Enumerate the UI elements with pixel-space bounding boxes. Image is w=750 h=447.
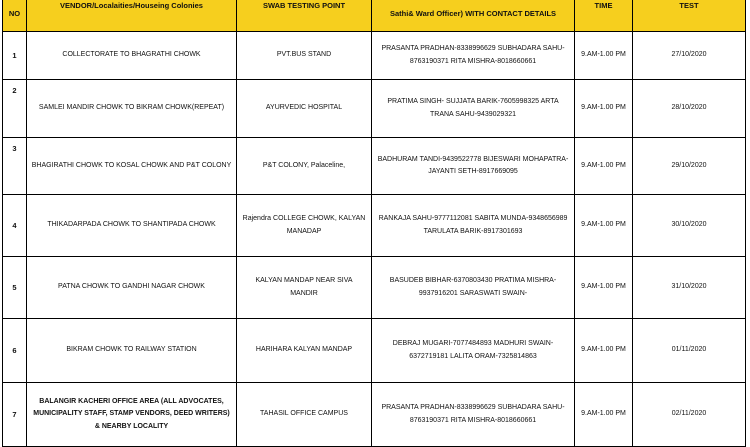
row-number: 4: [3, 195, 27, 257]
time-cell: 9.AM-1.00 PM: [575, 319, 633, 383]
vendor-cell: BALANGIR KACHERI OFFICE AREA (ALL ADVOCATES, MUNICIPALITY STAFF, STAMP VENDORS, DEED WRITERS) & NEARBY LOCALITY: [27, 383, 237, 447]
swab-point-cell: TAHASIL OFFICE CAMPUS: [237, 383, 372, 447]
date-cell: 01/11/2020: [633, 319, 746, 383]
time-cell: 9.AM-1.00 PM: [575, 80, 633, 138]
header-time: TIME: [575, 0, 633, 32]
time-cell: 9.AM-1.00 PM: [575, 195, 633, 257]
swab-point-cell: AYURVEDIC HOSPITAL: [237, 80, 372, 138]
table-row: [3, 138, 746, 195]
swab-schedule-table: [2, 0, 746, 447]
vendor-cell: PATNA CHOWK TO GANDHI NAGAR CHOWK: [27, 257, 237, 319]
row-number: 6: [3, 319, 27, 383]
contact-cell: DEBRAJ MUGARI-7077484893 MADHURI SWAIN-6372719181 LALITA ORAM-7325814863: [372, 319, 575, 383]
swab-point-cell: Rajendra COLLEGE CHOWK, KALYAN MANADAP: [237, 195, 372, 257]
date-cell: 31/10/2020: [633, 257, 746, 319]
row-number: 5: [3, 257, 27, 319]
table-row: [3, 195, 746, 257]
contact-cell: RANKAJA SAHU-9777112081 SABITA MUNDA-9348656989 TARULATA BARIK-8917301693: [372, 195, 575, 257]
table-row: [3, 319, 746, 383]
header-contact: Sathi& Ward Officer) WITH CONTACT DETAILS: [372, 0, 575, 32]
time-cell: 9.AM-1.00 PM: [575, 32, 633, 80]
swab-point-cell: KALYAN MANDAP NEAR SIVA MANDIR: [237, 257, 372, 319]
row-number: 7: [3, 383, 27, 447]
row-number: 2: [3, 80, 27, 138]
swab-point-cell: P&T COLONY, Palaceline,: [237, 138, 372, 195]
vendor-cell: BIKRAM CHOWK TO RAILWAY STATION: [27, 319, 237, 383]
table-row: [3, 257, 746, 319]
swab-point-cell: HARIHARA KALYAN MANDAP: [237, 319, 372, 383]
table-row: [3, 80, 746, 138]
row-number: 3: [3, 138, 27, 195]
date-cell: 30/10/2020: [633, 195, 746, 257]
contact-cell: PRASANTA PRADHAN-8338996629 SUBHADARA SAHU-8763190371 RITA MISHRA-8018660661: [372, 32, 575, 80]
table-row: [3, 383, 746, 447]
date-cell: 02/11/2020: [633, 383, 746, 447]
vendor-cell: SAMLEI MANDIR CHOWK TO BIKRAM CHOWK(REPEAT): [27, 80, 237, 138]
contact-cell: BADHURAM TANDI-9439522778 BIJESWARI MOHAPATRA- JAYANTI SETH-8917669095: [372, 138, 575, 195]
header-test: TEST: [633, 0, 746, 32]
contact-cell: PRASANTA PRADHAN-8338996629 SUBHADARA SAHU-8763190371 RITA MISHRA-8018660661: [372, 383, 575, 447]
header-swab-point: SWAB TESTING POINT: [237, 0, 372, 32]
header-row: [3, 0, 746, 32]
contact-cell: PRATIMA SINGH- SUJJATA BARIK-7605998325 ARTA TRANA SAHU-9439029321: [372, 80, 575, 138]
time-cell: 9.AM-1.00 PM: [575, 257, 633, 319]
date-cell: 29/10/2020: [633, 138, 746, 195]
contact-cell: BASUDEB BIBHAR-6370803430 PRATIMA MISHRA-9937916201 SARASWATI SWAIN-: [372, 257, 575, 319]
time-cell: 9.AM-1.00 PM: [575, 138, 633, 195]
date-cell: 28/10/2020: [633, 80, 746, 138]
vendor-cell: THIKADARPADA CHOWK TO SHANTIPADA CHOWK: [27, 195, 237, 257]
vendor-cell: COLLECTORATE TO BHAGRATHI CHOWK: [27, 32, 237, 80]
table-row: [3, 32, 746, 80]
date-cell: 27/10/2020: [633, 32, 746, 80]
header-no: NO: [3, 0, 27, 32]
row-number: 1: [3, 32, 27, 80]
vendor-cell: BHAGIRATHI CHOWK TO KOSAL CHOWK AND P&T COLONY: [27, 138, 237, 195]
time-cell: 9.AM-1.00 PM: [575, 383, 633, 447]
header-vendor: VENDOR/Localaities/Houseing Colonies: [27, 0, 237, 32]
swab-point-cell: PVT.BUS STAND: [237, 32, 372, 80]
